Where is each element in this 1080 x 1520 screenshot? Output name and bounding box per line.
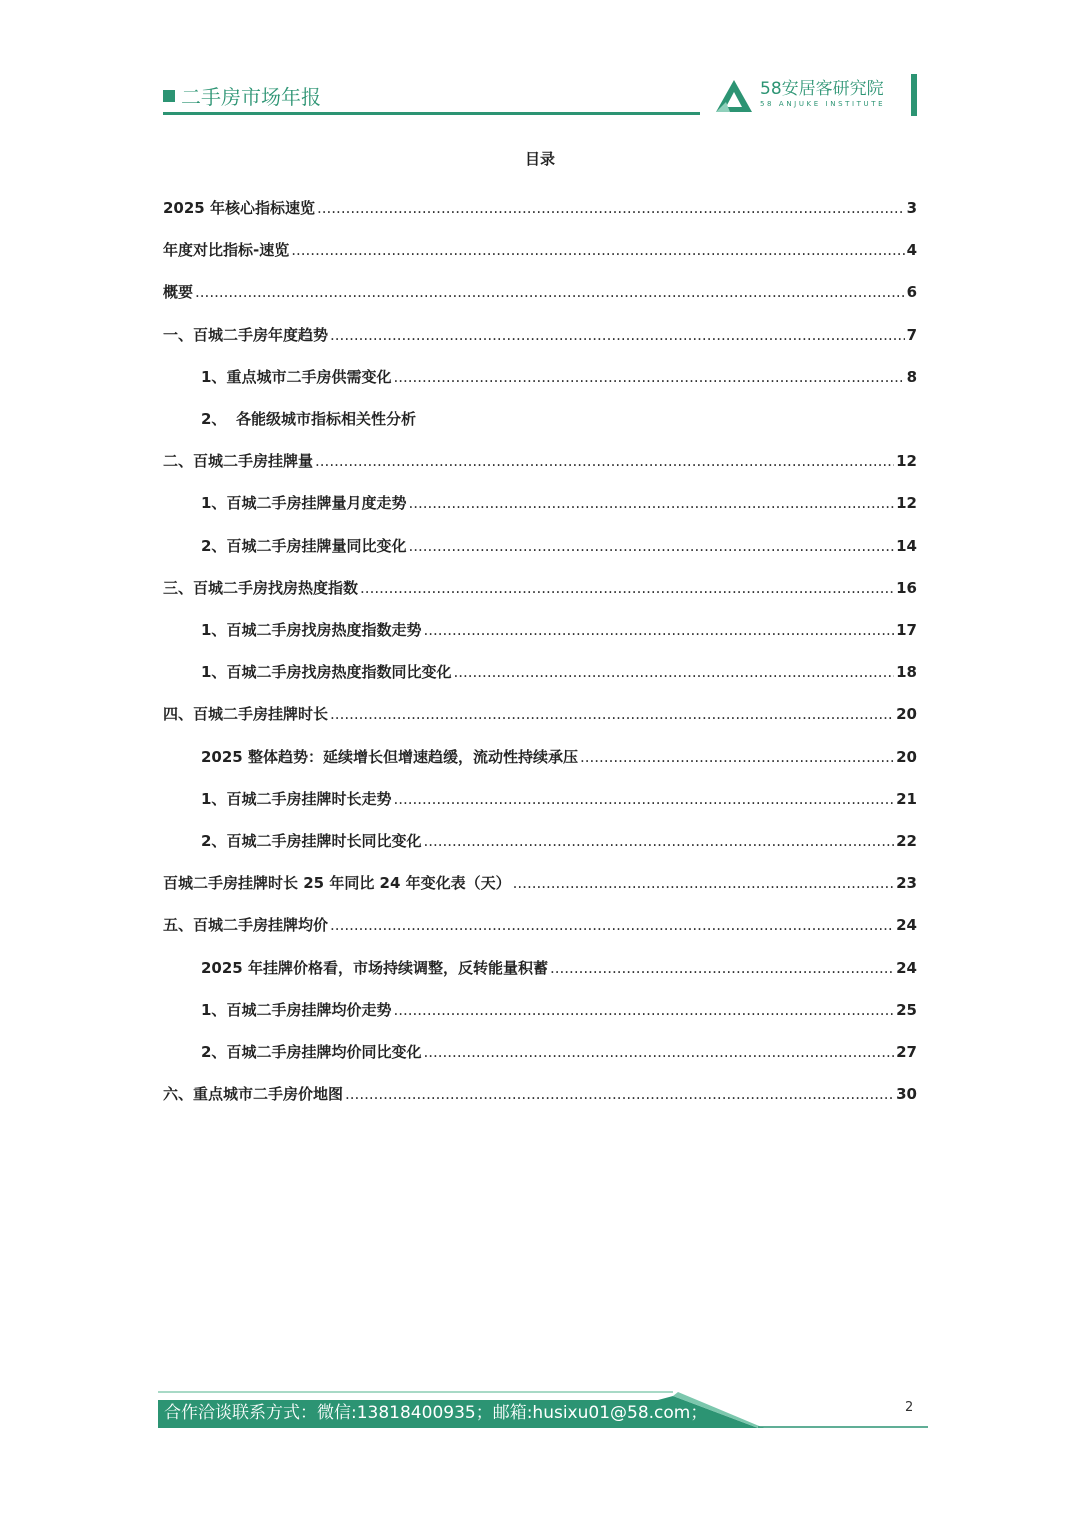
toc-entry-number: 五、	[163, 916, 194, 934]
toc-entry-title: 2025 年核心指标速览	[163, 199, 315, 217]
toc-entry-title: 百城二手房挂牌时长	[193, 705, 329, 723]
toc-entry-number: 1、	[201, 368, 227, 386]
toc-dot-leader	[550, 956, 894, 980]
toc-entry-page: 7	[906, 326, 917, 344]
toc-entry[interactable]	[163, 323, 917, 347]
toc-entry[interactable]	[201, 407, 917, 431]
toc-entry-title: 概要	[163, 283, 194, 301]
toc-entry-title: 2025 年挂牌价格看，市场持续调整，反转能量积蓄	[201, 959, 548, 977]
toc-entry-title: 百城二手房找房热度指数走势	[226, 621, 422, 639]
toc-entry-title: 年度对比指标-速览	[163, 241, 290, 259]
toc-entry-title: 一、百城二手房年度趋势	[163, 326, 329, 344]
toc-entry-number: 1、	[201, 494, 227, 512]
report-title-text: 二手房市场年报	[181, 85, 321, 109]
toc-entry-page: 24	[896, 916, 917, 934]
toc-entry-page: 24	[896, 959, 917, 977]
toc-entry-page: 20	[896, 748, 917, 766]
page-number: 2	[905, 1400, 914, 1415]
toc-entry-title: 百城二手房挂牌均价走势	[226, 1001, 392, 1019]
toc-entry[interactable]	[201, 956, 917, 980]
report-title	[163, 84, 321, 110]
toc-entry-title: 百城二手房挂牌量同比变化	[226, 537, 407, 555]
toc-dot-leader	[317, 196, 905, 220]
toc-entry[interactable]	[163, 913, 917, 937]
title-square-icon	[163, 90, 175, 102]
footer-contact-banner	[158, 1388, 928, 1428]
toc-entry-number: 四、	[163, 705, 194, 723]
toc-entry-page: 3	[906, 199, 917, 217]
toc-entry-page: 21	[896, 790, 917, 808]
toc-entry-page: 12	[896, 452, 917, 470]
toc-entry[interactable]	[201, 491, 917, 515]
toc-entry-page: 4	[906, 241, 917, 259]
toc-entry-number: 1、	[201, 663, 227, 681]
toc-entry-title: 各能级城市指标相关性分析	[236, 410, 417, 428]
logo-subtitle: 58 ANJUKE INSTITUTE	[760, 100, 886, 108]
toc-entry-page: 20	[896, 705, 917, 723]
toc-entry[interactable]	[163, 449, 917, 473]
toc-dot-leader	[345, 1082, 894, 1106]
toc-dot-leader	[393, 365, 904, 389]
toc-entry-title: 重点城市二手房供需变化	[226, 368, 392, 386]
toc-entry-page: 12	[896, 494, 917, 512]
toc-entry[interactable]	[201, 534, 917, 558]
toc-entry-title: 百城二手房找房热度指数同比变化	[226, 663, 452, 681]
toc-entry[interactable]	[201, 998, 917, 1022]
toc-dot-leader	[330, 323, 905, 347]
institute-logo	[714, 76, 914, 116]
toc-dot-leader	[195, 280, 905, 304]
toc-entry-page: 30	[896, 1085, 917, 1103]
header-vertical-bar	[911, 74, 917, 116]
toc-entry[interactable]	[201, 365, 917, 389]
toc-dot-leader	[580, 745, 894, 769]
toc-entry[interactable]	[163, 280, 917, 304]
toc-entry[interactable]	[201, 1040, 917, 1064]
toc-entry[interactable]	[163, 871, 917, 895]
toc-dot-leader	[393, 998, 894, 1022]
logo-name: 58安居客研究院	[760, 79, 884, 99]
toc-entry[interactable]	[201, 745, 917, 769]
toc-entry-title: 百城二手房挂牌量月度走势	[226, 494, 407, 512]
toc-entry-page: 8	[906, 368, 917, 386]
toc-entry[interactable]	[163, 702, 917, 726]
toc-entry-number: 2、	[201, 832, 227, 850]
footer-contact-text: 合作洽谈联系方式：微信:13818400935；邮箱:husixu01@58.com；	[164, 1403, 708, 1423]
toc-entry[interactable]	[163, 238, 917, 262]
toc-dot-leader	[330, 913, 894, 937]
toc-dot-leader	[408, 491, 894, 515]
toc-entry-title: 二、百城二手房挂牌量	[163, 452, 314, 470]
toc-entry-page: 25	[896, 1001, 917, 1019]
toc-entry[interactable]	[201, 829, 917, 853]
toc-entry-number: 1、	[201, 790, 227, 808]
toc-entry-page: 22	[896, 832, 917, 850]
toc-entry-page: 18	[896, 663, 917, 681]
toc-entry-page: 17	[896, 621, 917, 639]
toc-entry-number: 1、	[201, 621, 227, 639]
toc-entry-page: 27	[896, 1043, 917, 1061]
toc-entry-title: 百城二手房挂牌时长同比变化	[226, 832, 422, 850]
toc-entry-title: 百城二手房挂牌时长 25 年同比 24 年变化表（天）	[163, 874, 511, 892]
toc-dot-leader	[423, 618, 894, 642]
toc-entry-title: 百城二手房找房热度指数	[193, 579, 359, 597]
toc-dot-leader	[423, 1040, 894, 1064]
toc-entry-title: 百城二手房挂牌均价	[193, 916, 329, 934]
toc-dot-leader	[330, 702, 894, 726]
toc-entry-title: 百城二手房挂牌均价同比变化	[226, 1043, 422, 1061]
toc-entry[interactable]	[163, 196, 917, 220]
toc-entry-number: 三、	[163, 579, 194, 597]
toc-dot-leader	[315, 449, 894, 473]
toc-entry-title: 六、重点城市二手房价地图	[163, 1085, 344, 1103]
toc-entry-page: 16	[896, 579, 917, 597]
toc-entry-page: 6	[906, 283, 917, 301]
toc-entry[interactable]	[201, 660, 917, 684]
toc-entry[interactable]	[163, 576, 917, 600]
toc-entry-number: 2、	[201, 1043, 227, 1061]
toc-entry-number: 2、	[201, 537, 227, 555]
toc-heading: 目录	[524, 150, 555, 168]
toc-entry[interactable]	[201, 787, 917, 811]
toc-entry-page: 14	[896, 537, 917, 555]
toc-entry[interactable]	[201, 618, 917, 642]
toc-dot-leader	[393, 787, 894, 811]
toc-dot-leader	[291, 238, 904, 262]
toc-entry[interactable]	[163, 1082, 917, 1106]
toc-entry-title: 百城二手房挂牌时长走势	[226, 790, 392, 808]
toc-dot-leader	[408, 534, 894, 558]
toc-entry-number: 1、	[201, 1001, 227, 1019]
toc-entry-title: 2025 整体趋势：延续增长但增速趋缓，流动性持续承压	[201, 748, 578, 766]
logo-triangle-icon	[714, 78, 754, 114]
toc-entry-number: 2、	[201, 410, 227, 428]
toc-dot-leader	[513, 871, 894, 895]
toc-dot-leader	[360, 576, 894, 600]
toc-dot-leader	[423, 829, 894, 853]
toc-entry-page: 23	[896, 874, 917, 892]
header-rule	[163, 112, 700, 115]
toc-dot-leader	[453, 660, 894, 684]
